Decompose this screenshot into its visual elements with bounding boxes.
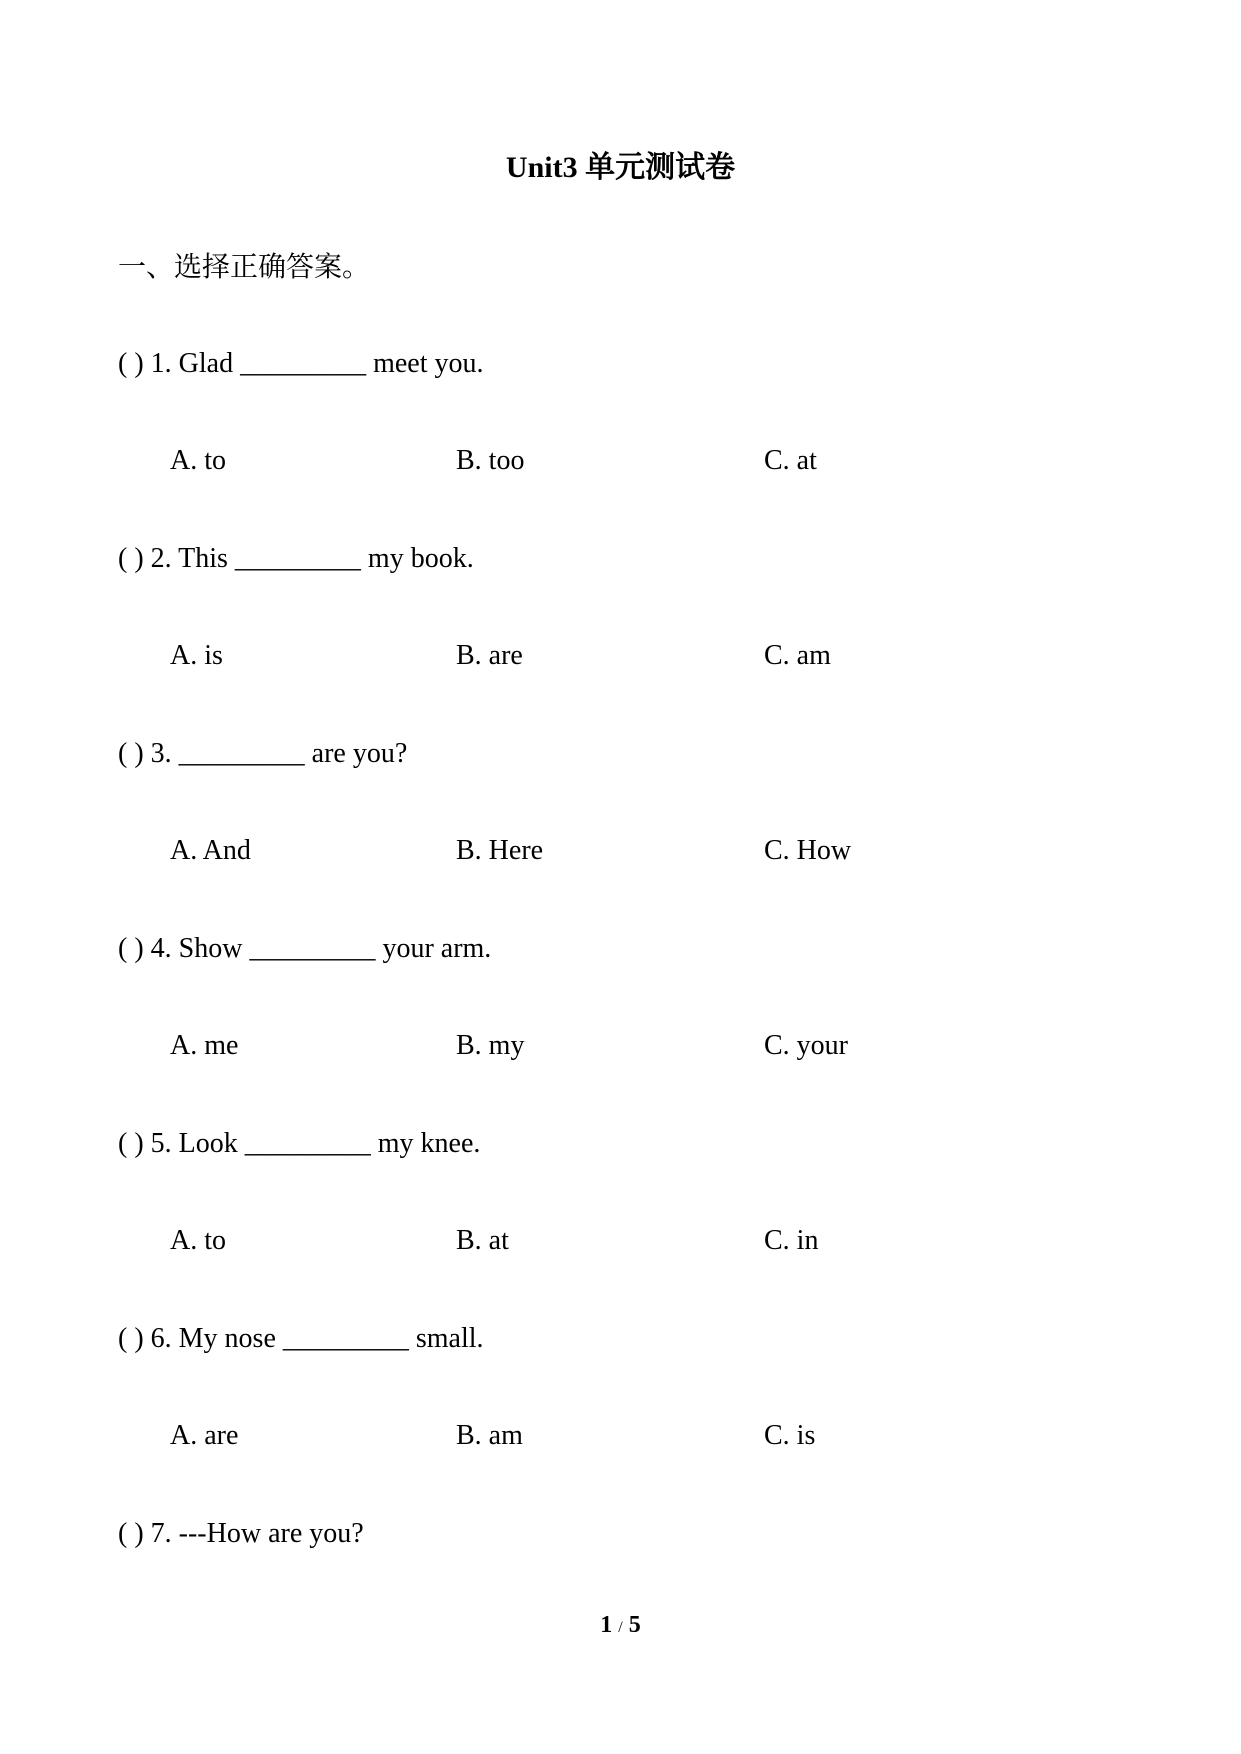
option-a: A. to: [170, 1225, 226, 1256]
option-c: C. in: [764, 1225, 819, 1256]
page-title: Unit3 单元测试卷: [505, 151, 736, 184]
question-5-options: [0, 1223, 1241, 1259]
option-b: B. am: [456, 1420, 523, 1451]
question-4-options: [0, 1028, 1241, 1064]
option-a: A. to: [170, 445, 226, 476]
option-c: C. at: [764, 445, 817, 476]
option-b: B. Here: [456, 835, 544, 866]
option-a: A. me: [170, 1030, 239, 1061]
question-2: ( ) 2. This _________ my book.: [118, 543, 474, 574]
option-c: C. your: [764, 1030, 848, 1061]
option-c: C. am: [764, 640, 831, 671]
option-b: B. are: [456, 640, 523, 671]
option-b: B. at: [456, 1225, 509, 1256]
option-a: A. are: [170, 1420, 239, 1451]
section-heading: 一、选择正确答案。: [118, 252, 371, 283]
question-1-options: [0, 443, 1241, 479]
question-6-options: [0, 1418, 1241, 1454]
option-b: B. my: [456, 1030, 525, 1061]
question-4: ( ) 4. Show _________ your arm.: [118, 933, 492, 964]
question-7: ( ) 7. ---How are you?: [118, 1518, 364, 1549]
option-c: C. How: [764, 835, 852, 866]
question-5: ( ) 5. Look _________ my knee.: [118, 1128, 481, 1159]
option-a: A. is: [170, 640, 223, 671]
page-separator: /: [618, 1619, 623, 1636]
question-2-options: [0, 638, 1241, 674]
total-pages: 5: [628, 1612, 641, 1638]
option-c: C. is: [764, 1420, 816, 1451]
question-3: ( ) 3. _________ are you?: [118, 738, 408, 769]
question-1: ( ) 1. Glad _________ meet you.: [118, 348, 484, 379]
option-b: B. too: [456, 445, 525, 476]
option-a: A. And: [170, 835, 251, 866]
page-number: [0, 1610, 1241, 1643]
question-3-options: [0, 833, 1241, 869]
question-6: ( ) 6. My nose _________ small.: [118, 1323, 484, 1354]
current-page: 1: [600, 1612, 613, 1638]
